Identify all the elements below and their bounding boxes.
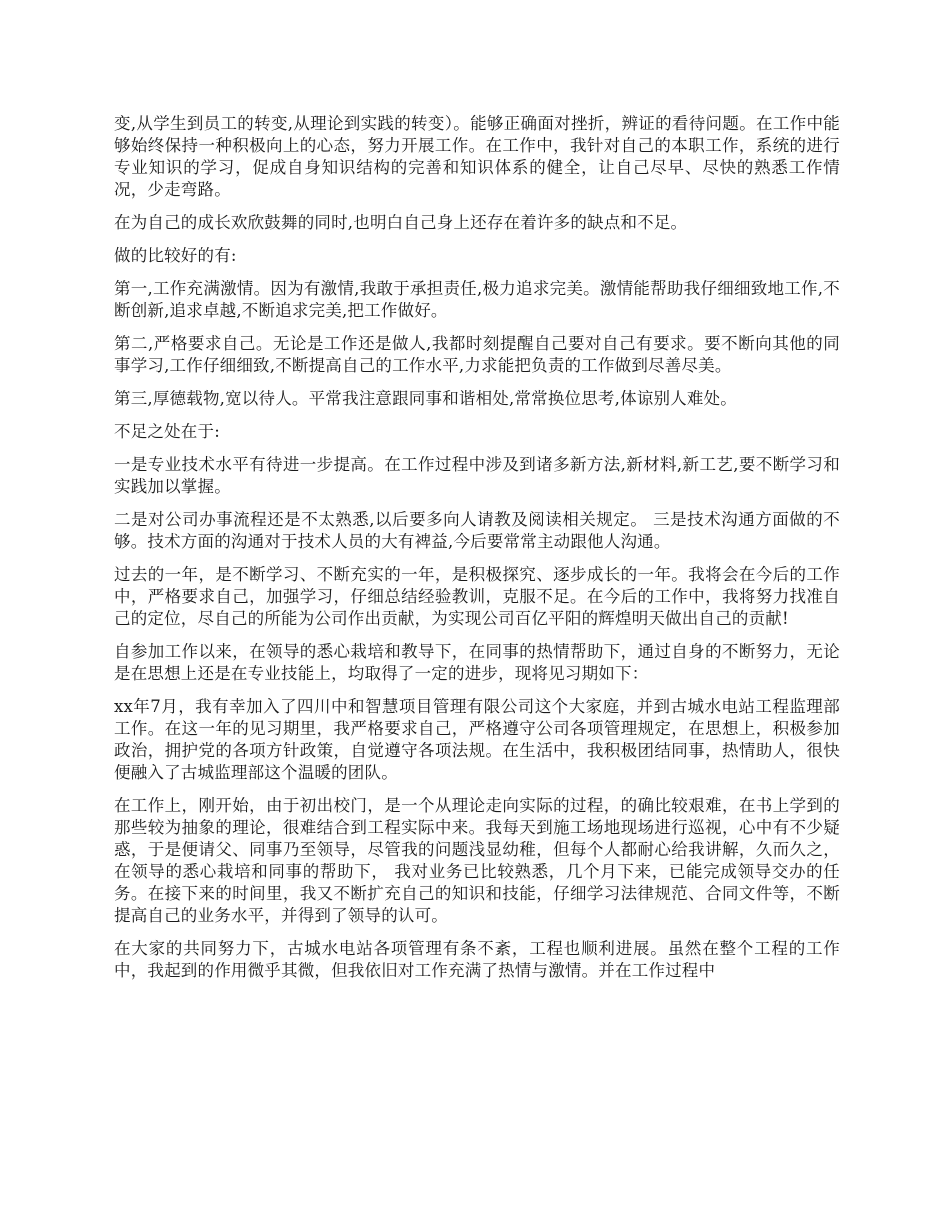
- paragraph: 自参加工作以来，在领导的悉心栽培和教导下，在同事的热情帮助下，通过自身的不断努力，无论是在思想上还是在专业技能上，均取得了一定的进步，现将见习期如下：: [114, 642, 840, 683]
- paragraph: 二是对公司办事流程还是不太熟悉,以后要多向人请教及阅读相关规定。 三是技术沟通方面做的不够。技术方面的沟通对于技术人员的大有裨益,今后要常常主动跟他人沟通。: [114, 510, 840, 551]
- paragraph: 不足之处在于:: [114, 422, 220, 441]
- paragraph: 第三,厚德载物,宽以待人。平常我注意跟同事和谐相处,常常换位思考,体谅别人难处。: [114, 389, 737, 408]
- paragraph: 第二,严格要求自己。无论是工作还是做人,我都时刻提醒自己要对自己有要求。要不断向其他的同事学习,工作仔细细致,不断提高自己的工作水平,力求能把负责的工作做到尽善尽美。: [114, 334, 840, 375]
- document-page: [114, 113, 840, 993]
- paragraph: 过去的一年，是不断学习、不断充实的一年，是积极探究、逐步成长的一年。我将会在今后的工作中，严格要求自己，加强学习，仔细总结经验教训，克服不足。在今后的工作中，我将努力找准自己的定位，尽自己的所能为公司作出贡献，为实现公司百亿平阳的辉煌明天做出自己的贡献!: [114, 565, 840, 628]
- paragraph: 第一,工作充满激情。因为有激情,我敢于承担责任,极力追求完美。激情能帮助我仔细细致地工作,不断创新,追求卓越,不断追求完美,把工作做好。: [114, 279, 840, 320]
- paragraph: 在工作上，刚开始，由于初出校门，是一个从理论走向实际的过程，的确比较艰难，在书上学到的那些较为抽象的理论，很难结合到工程实际中来。我每天到施工场地现场进行巡视，心中有不少疑惑，于是便请父、同事乃至领导，尽管我的问题浅显幼稚，但每个人都耐心给我讲解，久而久之，在领导的悉心栽培和同事的帮助下， 我对业务已比较熟悉，几个月下来，已能完成领导交办的任务。在接下来的时间里，我又不断扩充自己的知识和技能，仔细学习法律规范、合同文件等，不断提高自己的业务水平，并得到了领导的认可。: [114, 796, 840, 925]
- paragraph: 做的比较好的有:: [114, 246, 237, 265]
- paragraph: 在为自己的成长欢欣鼓舞的同时,也明白自己身上还存在着许多的缺点和不足。: [114, 213, 688, 232]
- paragraph: 一是专业技术水平有待进一步提高。在工作过程中涉及到诸多新方法,新材料,新工艺,要不断学习和实践加以掌握。: [114, 455, 840, 496]
- paragraph: xx年7月，我有幸加入了四川中和智慧项目管理有限公司这个大家庭，并到古城水电站工程监理部工作。在这一年的见习期里，我严格要求自己，严格遵守公司各项管理规定，在思想上，积极参加政治，拥护党的各项方针政策，自觉遵守各项法规。在生活中，我积极团结同事，热情助人，很快便融入了古城监理部这个温暖的团队。: [114, 697, 840, 782]
- paragraph: 在大家的共同努力下，古城水电站各项管理有条不紊，工程也顺利进展。虽然在整个工程的工作中，我起到的作用微乎其微，但我依旧对工作充满了热情与激情。并在工作过程中: [114, 939, 840, 980]
- paragraph: 变,从学生到员工的转变,从理论到实践的转变）。能够正确面对挫折，辨证的看待问题。在工作中能够始终保持一种积极向上的心态，努力开展工作。在工作中，我针对自己的本职工作，系统的进行专业知识的学习，促成自身知识结构的完善和知识体系的健全，让自己尽早、尽快的熟悉工作情况，少走弯路。: [114, 114, 840, 199]
